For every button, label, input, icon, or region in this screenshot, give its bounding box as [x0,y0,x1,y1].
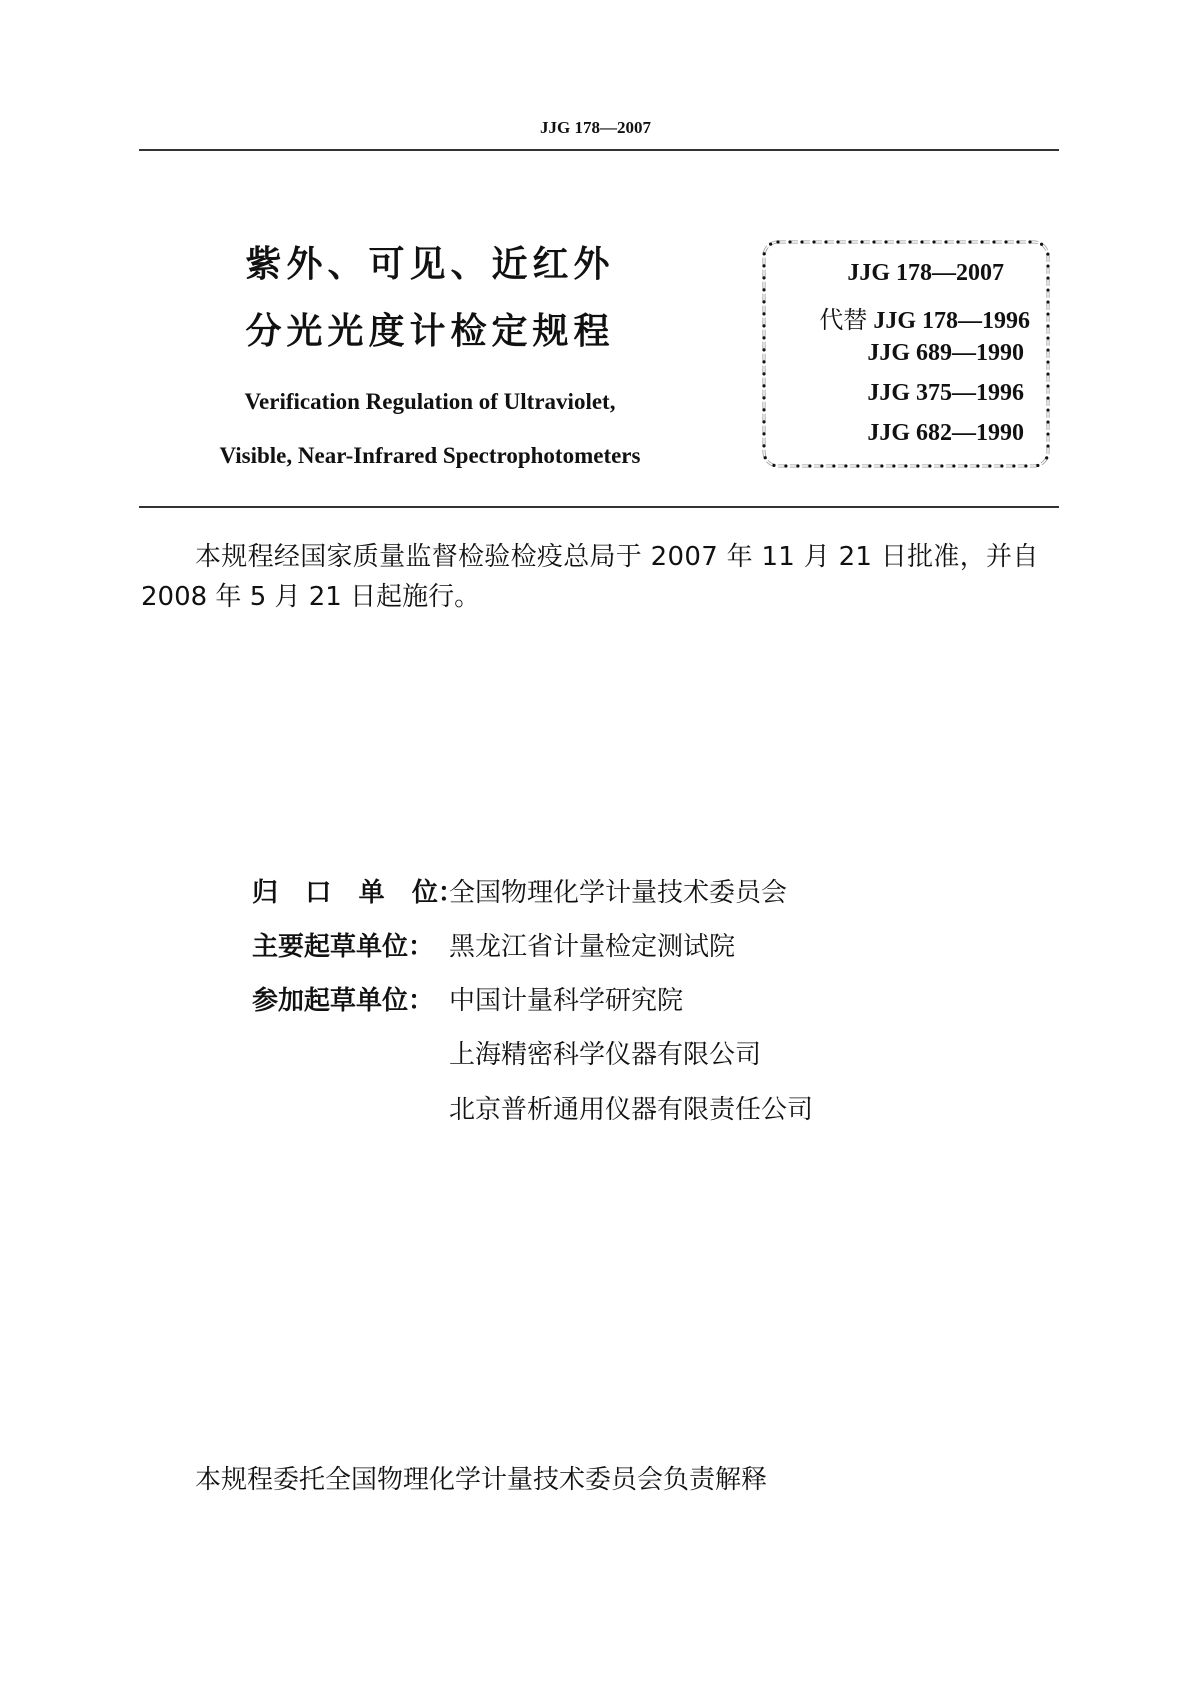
responsible-unit-label: 归 口 单 位： [252,878,464,908]
title-zh-line2: 分光光度计检定规程 [245,311,615,352]
title-rule [139,506,1059,508]
participant-1: 中国计量科学研究院 [449,986,684,1016]
participant-3: 北京普析通用仪器有限责任公司 [449,1095,814,1125]
title-en-line1: Verification Regulation of Ultraviolet, [244,389,616,414]
title-en-line2: Visible, Near-Infrared Spectrophotometers [219,443,641,468]
main-drafter-label: 主要起草单位： [252,932,435,962]
replaced-standard-4: JJG 682—1990 [867,420,1024,446]
title-zh-line1: 紫外、可见、近红外 [245,244,615,285]
replaces-label: 代替 [819,306,868,334]
replaced-standard-2: JJG 689—1990 [867,340,1024,366]
approval-line1: 本规程经国家质量监督检验检疫总局于 2007 年 11 月 21 日批准，并自 [195,542,1039,572]
participants-label: 参加起草单位： [252,986,435,1016]
replaced-standard-1: 代替 JJG 178—1996 [819,306,1030,334]
current-standard: JJG 178—2007 [847,260,1004,286]
responsible-unit-value: 全国物理化学计量技术委员会 [449,878,788,908]
main-drafter-value: 黑龙江省计量检定测试院 [449,932,736,962]
standard-number-box [760,238,1052,470]
approval-line2: 2008 年 5 月 21 日起施行。 [141,582,481,612]
interpretation-note: 本规程委托全国物理化学计量技术委员会负责解释 [195,1465,768,1495]
replaced-standard-3: JJG 375—1996 [867,380,1024,406]
running-header: JJG 178—2007 [540,118,651,137]
header-rule [139,149,1059,151]
participant-2: 上海精密科学仪器有限公司 [449,1040,762,1070]
